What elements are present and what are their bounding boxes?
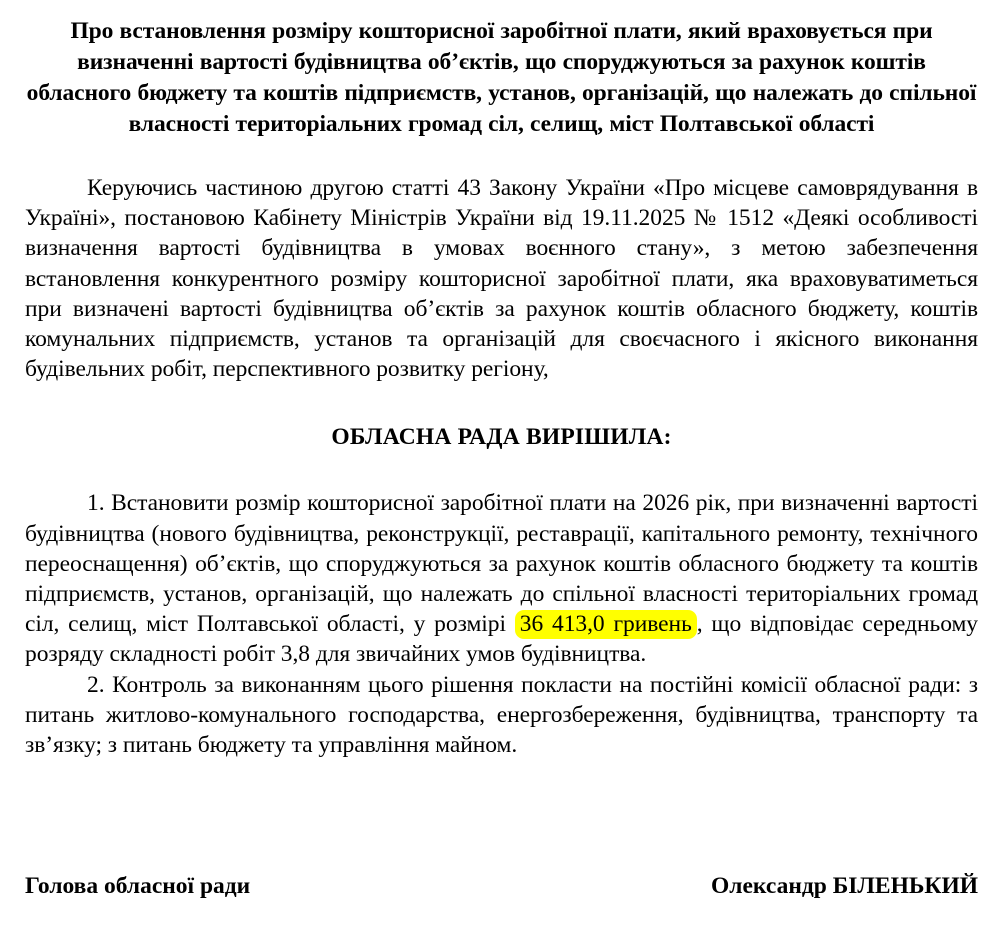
signature-block (25, 872, 978, 900)
decision-item-2: 2. Контроль за виконанням цього рішення покласти на постійні комісії обласної ради: з питань житлово-комунального господарства, енергозбереження, будівництва, транспорту та зв’язку; з питань бюджету та управління майном. (25, 671, 978, 759)
signature-name: Олександр БІЛЕНЬКИЙ (711, 873, 978, 899)
highlighted-amount: 36 413,0 гривень (515, 610, 697, 639)
signature-role: Голова обласної ради (25, 873, 251, 899)
decision-item-1-text-before: 1. Встановити розмір кошторисної заробітної плати на 2026 рік, при визначенні вартості будівництва (нового будівництва, реконструкції, реставрації, капітального ремонту, технічного переоснащення) об’єктів, що споруджуються за рахунок коштів обласного бюджету та коштів підприємств, установ, організацій, що належать до спільної власності територіальних громад сіл, селищ, міст Полтавської області, у розмірі (25, 490, 978, 638)
decision-item-1-text-after: , що відповідає середньому розряду складності робіт 3,8 для звичайних умов будівництва. (25, 611, 978, 668)
document-body (25, 0, 978, 760)
resolution-heading: ОБЛАСНА РАДА ВИРІШИЛА: (331, 424, 672, 451)
preamble-paragraph: Керуючись частиною другою статті 43 Закону України «Про місцеве самоврядування в Україні», постановою Кабінету Міністрів України від 19.11.2025 № 1512 «Деякі особливості визначення вартості будівництва в умовах воєнного стану», з метою забезпечення встановлення конкурентного розміру кошторисної заробітної плати, яка враховуватиметься при визначені вартості будівництва об’єктів за рахунок коштів обласного бюджету, коштів комунальних підприємств, установ та організацій для своєчасного і якісного виконання будівельних робіт, перспективного розвитку регіону, (25, 175, 978, 383)
document-title: Про встановлення розміру кошторисної заробітної плати, який враховується при визначенні вартості будівництва об’єктів, що споруджуються за рахунок коштів обласного бюджету та коштів підприємств, установ, організацій, що належать до спільної власності територіальних громад сіл, селищ, міст Полтавської області (26, 18, 977, 137)
decision-item-1 (25, 488, 978, 669)
